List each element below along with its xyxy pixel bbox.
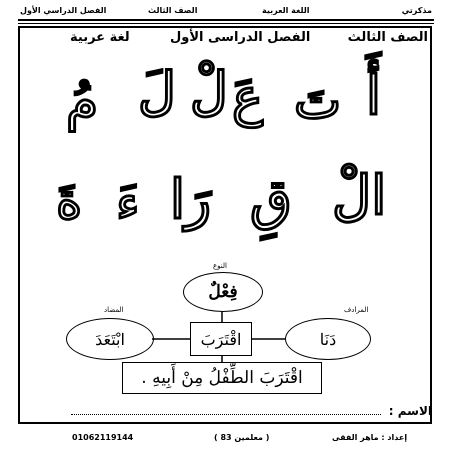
letter-2-2: قِ [250,167,292,231]
sentence-box [122,362,322,394]
letter-1-6: مُ [66,71,99,132]
antonym-ellipse [66,318,154,360]
letter-1-2: تَ [294,71,342,130]
letter-1-1: أَ [366,63,382,127]
letter-2-1: الْ [332,163,387,227]
header-notes: مذكرتي [401,6,432,15]
letter-2-4: ءَ [116,173,140,232]
header-grade: الصف الثالث [148,6,198,15]
synonym-label: المرادف [344,306,369,314]
name-field[interactable] [71,406,381,415]
header-divider [18,19,434,21]
letter-1-3: عَ [232,67,264,128]
center-word: اقْتَرَبَ [200,329,242,349]
footer-author: إعداد : ماهر الفقى [332,433,408,442]
letter-2-3: رَا [170,167,212,231]
subtitle-term: الفصل الدراسى الأول [170,30,311,45]
letter-1-5: لَ [138,61,176,122]
header-divider-thin [18,23,434,24]
letter-1-4: لْ [190,61,228,122]
header-subject: اللغة العربية [262,6,310,15]
name-row [46,404,432,418]
synonym-ellipse [285,318,371,360]
type-ellipse [183,272,263,312]
subtitle-grade: الصف الثالث [347,30,428,45]
antonym-value: ابْتَعَدَ [95,329,125,349]
subtitle-subject: لغة عربية [70,30,130,45]
type-label: النوع [213,262,227,270]
footer-phone: 01062119144 [72,433,134,442]
name-label: الاسم : [388,404,432,418]
header-term: الفصل الدراسي الأول [20,6,107,15]
synonym-value: دَنَا [319,329,337,349]
type-value: فِعْلٌ [208,282,238,302]
center-word-box [190,322,252,356]
antonym-label: المضاد [104,306,124,314]
footer-teachers: ( معلمين 83 ) [214,433,270,442]
letter-2-5: ةَ [56,171,83,230]
sentence-text: اقْتَرَبَ الطِّفْلُ مِنْ أَبِيهِ . [141,368,303,388]
